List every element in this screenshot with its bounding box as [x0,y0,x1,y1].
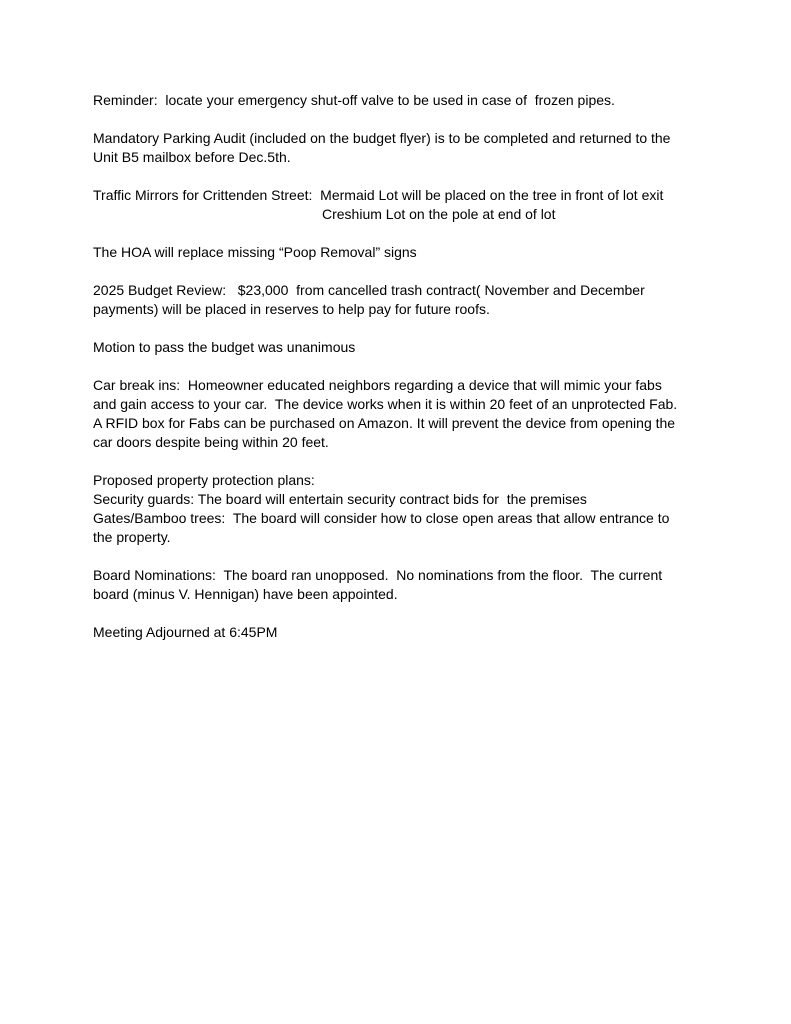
gates-bamboo-line-1: Gates/Bamboo trees: The board will consider how to close open areas that allow entrance to [93,510,670,526]
board-nominations-line-1: Board Nominations: The board ran unopposed. No nominations from the floor. The current [93,567,663,583]
protection-plans-heading: Proposed property protection plans: [93,472,315,488]
reminder-line: Reminder: locate your emergency shut-off valve to be used in case of frozen pipes. [93,92,615,108]
car-break-ins-line-4: car doors despite being within 20 feet. [93,434,329,450]
car-break-ins-line-3: A RFID box for Fabs can be purchased on Amazon. It will prevent the device from opening the [93,415,676,431]
traffic-mirrors-line-2: Creshium Lot on the pole at end of lot [322,206,556,222]
budget-motion-line: Motion to pass the budget was unanimous [93,339,356,355]
parking-audit-line-2: Unit B5 mailbox before Dec.5th. [93,149,291,165]
car-break-ins-line-2: and gain access to your car. The device works when it is within 20 feet of an unprotected Fab. [93,396,678,412]
hoa-signs-line: The HOA will replace missing “Poop Removal” signs [93,244,417,260]
budget-review-line-1: 2025 Budget Review: $23,000 from cancelled trash contract( November and December [93,282,645,298]
gates-bamboo-line-2: the property. [93,529,171,545]
traffic-mirrors-line-1: Traffic Mirrors for Crittenden Street: Mermaid Lot will be placed on the tree in front of lot exit [93,187,664,203]
car-break-ins-line-1: Car break ins: Homeowner educated neighbors regarding a device that will mimic your fabs [93,377,662,393]
parking-audit-line-1: Mandatory Parking Audit (included on the budget flyer) is to be completed and returned to the [93,130,671,146]
budget-review-line-2: payments) will be placed in reserves to help pay for future roofs. [93,301,490,317]
meeting-notes-page [93,91,733,642]
security-guards-line: Security guards: The board will entertain security contract bids for the premises [93,491,587,507]
meeting-adjourned-line: Meeting Adjourned at 6:45PM [93,624,278,640]
board-nominations-line-2: board (minus V. Hennigan) have been appointed. [93,586,398,602]
